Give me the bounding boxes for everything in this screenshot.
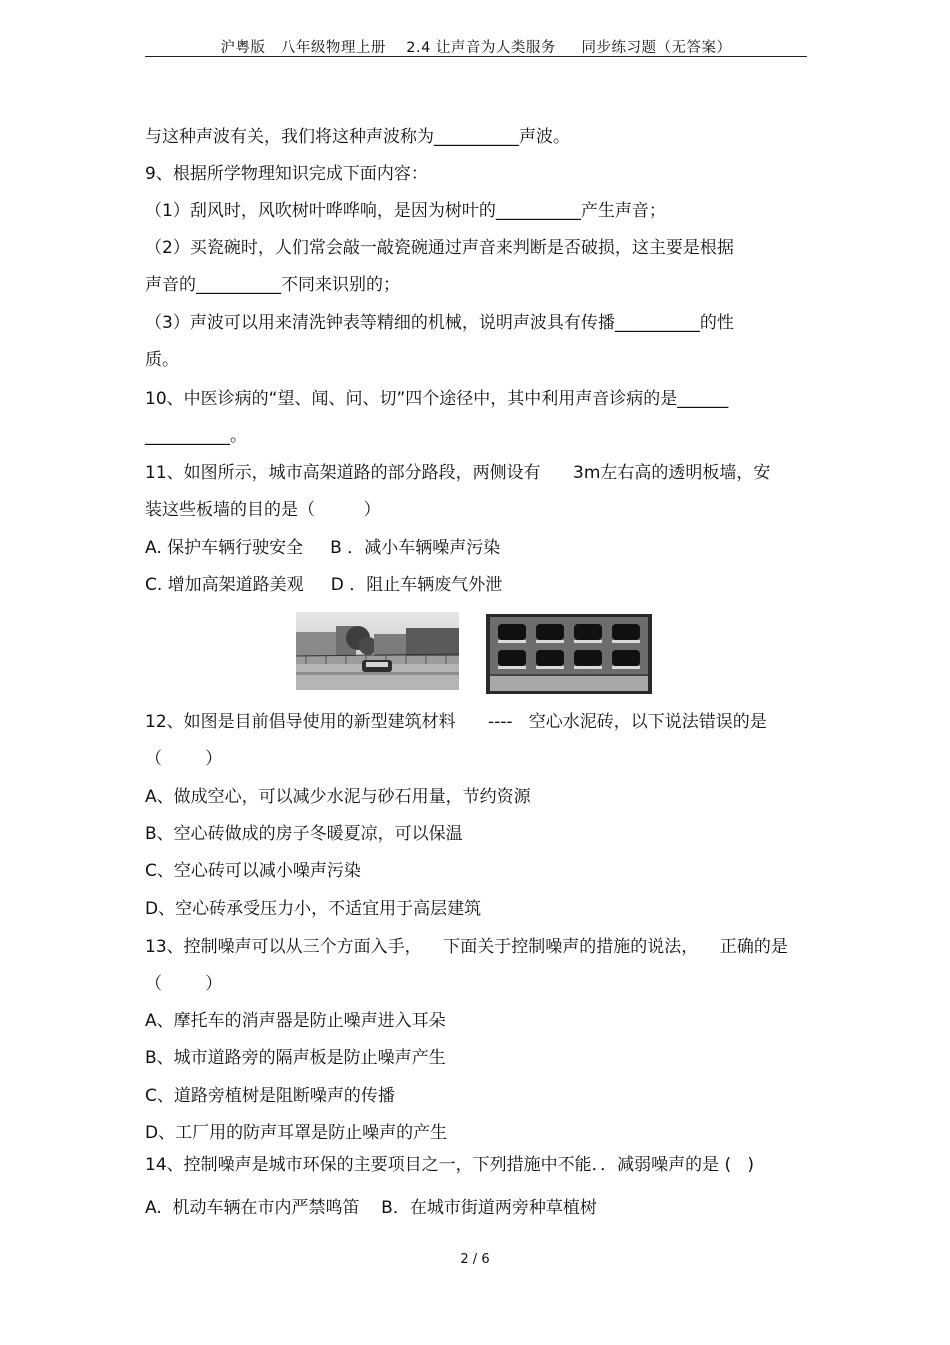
option-a: A、摩托车的消声器是防止噪声进入耳朵	[145, 1011, 446, 1031]
running-header: 沪粤版 八年级物理上册 2.4 让声音为人类服务 同步练习题（无答案）	[220, 40, 732, 56]
option-a: A、做成空心，可以减少水泥与砂石用量，节约资源	[145, 787, 531, 807]
hollow-brick-photo	[486, 614, 652, 694]
text-line: 质。	[145, 350, 179, 370]
text-line: （3）声波可以用来清洗钟表等精细的机械，说明声波具有传播__________的性	[145, 313, 734, 333]
option-line: C. 增加高架道路美观 D ．阻止车辆废气外泄	[145, 575, 503, 595]
question-12: 12、如图是目前倡导使用的新型建筑材料 ---- 空心水泥砖，以下说法错误的是	[145, 712, 767, 732]
option-c: C、空心砖可以减小噪声污染	[145, 861, 361, 881]
question-9: 9、根据所学物理知识完成下面内容：	[145, 164, 428, 184]
text-line: 装这些板墙的目的是（ ）	[145, 500, 381, 520]
header-divider	[145, 56, 807, 57]
option-b: B、城市道路旁的隔声板是防止噪声产生	[145, 1048, 446, 1068]
option-b: B、空心砖做成的房子冬暖夏凉，可以保温	[145, 824, 463, 844]
option-c: C、道路旁植树是阻断噪声的传播	[145, 1086, 395, 1106]
text-line: （ ）	[145, 974, 223, 994]
question-13: 13、控制噪声可以从三个方面入手， 下面关于控制噪声的措施的说法， 正确的是	[145, 937, 788, 957]
option-line: A. 保护车辆行驶安全 B ．减小车辆噪声污染	[145, 538, 501, 558]
text-line: （1）刮风时，风吹树叶哗哗响，是因为树叶的__________产生声音；	[145, 201, 666, 221]
page-number: 2 / 6	[460, 1252, 490, 1267]
text-line: （2）买瓷碗时，人们常会敲一敲瓷碗通过声音来判断是否破损，这主要是根据	[145, 238, 734, 258]
option-d: D、空心砖承受压力小，不适宜用于高层建筑	[145, 899, 482, 919]
elevated-road-photo	[296, 612, 459, 690]
question-10: 10、中医诊病的“望、闻、问、切”四个途径中，其中利用声音诊病的是______	[145, 389, 729, 409]
text-line: （ ）	[145, 749, 223, 769]
text-line: 与这种声波有关，我们将这种声波称为__________声波。	[145, 127, 570, 147]
option-d: D、工厂用的防声耳罩是防止噪声的产生	[145, 1123, 448, 1143]
text-line: __________。	[145, 426, 247, 446]
option-line: A. 机动车辆在市内严禁鸣笛 B．在城市街道两旁种草植树	[145, 1198, 597, 1218]
text-line: 声音的__________不同来识别的；	[145, 275, 400, 295]
question-11: 11、如图所示，城市高架道路的部分路段，两侧设有 3m左右高的透明板墙，安	[145, 463, 771, 483]
question-14: 14、控制噪声是城市环保的主要项目之一，下列措施中不能．．减弱噪声的是 ( )	[145, 1155, 755, 1175]
